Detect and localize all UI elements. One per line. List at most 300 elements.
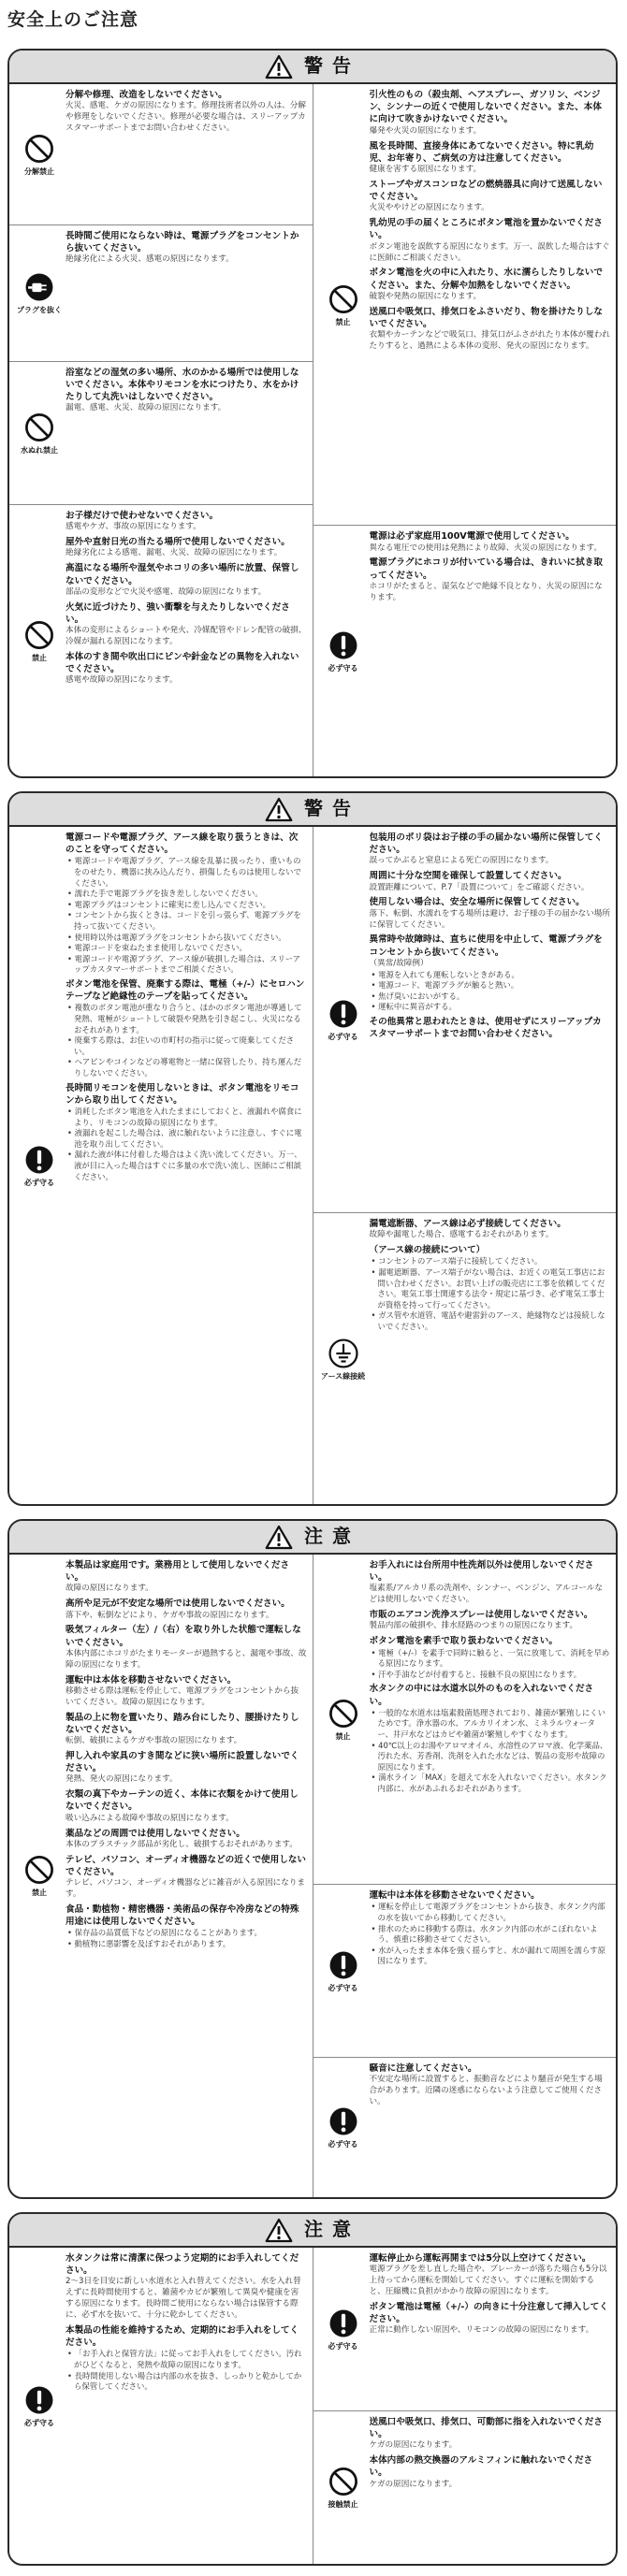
item-detail: 爆発や火災の原因になります。 xyxy=(369,125,482,136)
item-detail: 塩素系/アルカリ系の洗剤や、シンナー、ベンジン、アルコールなどは使用しないでください。 xyxy=(369,1584,603,1605)
mandatory-icon xyxy=(23,1144,55,1176)
warning-triangle-icon xyxy=(265,54,293,80)
panel-header xyxy=(9,2214,616,2248)
item-detail: 転倒、破損によるケガや事故の原因になります。 xyxy=(66,1736,242,1746)
item-bullet xyxy=(66,1107,307,1128)
item-bullet xyxy=(66,1939,307,1950)
item-heading: 使用しない場合は、安全な場所に保管してください。 xyxy=(369,897,585,908)
item-bullet xyxy=(66,856,307,889)
item-bullet-text: 消耗したボタン電池を入れたままにしておくと、液漏れや腐食により、リモコンの故障の原因になります。 xyxy=(74,1107,302,1127)
panel-body xyxy=(9,84,616,776)
item-detail: ケガの原因になります。 xyxy=(369,2479,458,2489)
item-bullet xyxy=(66,1150,307,1182)
section-icon-cell xyxy=(13,367,66,500)
section-icon-cell xyxy=(317,832,370,1208)
icon-label: 必ず守る xyxy=(328,2140,358,2149)
item-detail: 発熱、発火の原因になります。 xyxy=(66,1774,178,1785)
item-heading: 運転停止から運転再開までは5分以上空けてください。 xyxy=(369,2253,591,2264)
bullet-dot-icon: • xyxy=(67,1035,75,1046)
item-bullet-text: 電源コード、電源プラグが触ると熱い。 xyxy=(378,980,519,991)
item-heading: 包装用のポリ袋はお子様の手の届かない場所に保管してください。 xyxy=(369,832,603,856)
item-bullet xyxy=(66,943,307,954)
item-heading: 押し入れや家具のすき間などに狭い場所に設置しないでください。 xyxy=(66,1750,299,1774)
bullet-dot-icon: • xyxy=(67,1107,75,1117)
section-items xyxy=(66,832,307,1500)
bullet-dot-icon: • xyxy=(67,943,75,953)
item-bullet-text: コンセントのアース端子に接続してください。 xyxy=(378,1256,543,1266)
item-heading: 高温になる場所や湿気やホコリの多い場所に放置、保管しないでください。 xyxy=(66,563,299,586)
item-heading: 本製品は家庭用です。業務用として使用しないでください。 xyxy=(66,1560,290,1584)
item-bullet xyxy=(370,1902,611,1923)
section-icon-cell xyxy=(13,89,66,221)
safety-item xyxy=(66,230,307,266)
icon-label: 禁止 xyxy=(32,654,47,663)
item-heading: その他異常と思われたときは、使用せずにスリーアップカスタマーサポートまでお問い合わせください。 xyxy=(369,1017,602,1040)
bullet-dot-icon: • xyxy=(67,1057,75,1067)
item-detail: 部品の変形などで火災や感電、故障の原因になります。 xyxy=(66,586,267,597)
bullet-dot-icon: • xyxy=(371,969,379,979)
safety-item xyxy=(66,1674,307,1709)
item-detail: 絶縁劣化による火災、感電の原因になります。 xyxy=(66,254,234,265)
item-detail: 設置距離について、P.7「設置について」をご確認ください。 xyxy=(369,882,590,892)
panel-header xyxy=(9,51,616,84)
prohibition-icon xyxy=(328,283,359,315)
warning-triangle-icon xyxy=(265,2218,293,2243)
panel-title: 注意 xyxy=(304,1525,360,1548)
item-detail: テレビ、パソコン、オーディオ機器などに雑音が入る原因になります。 xyxy=(66,1878,306,1899)
unplug-icon xyxy=(23,271,55,303)
section-icon-cell xyxy=(13,832,66,1500)
icon-label: プラグを抜く xyxy=(17,306,62,315)
item-heading: 乳幼児の手の届くところにボタン電池を置かないでください。 xyxy=(369,218,603,241)
section-items xyxy=(370,1889,611,2052)
bullet-dot-icon: • xyxy=(371,1647,379,1657)
safety-item xyxy=(370,1244,611,1332)
item-bullet-text: 排水のために移動する際は、水タンク内部の水がこぼれないよう、慎重に移動させてください。 xyxy=(377,1923,598,1945)
section-items xyxy=(370,89,611,521)
item-detail: 落下、転倒、水濡れをする場所は避け、お子様の手の届かない場所に保管してください。 xyxy=(369,908,610,930)
safety-panel xyxy=(7,49,618,778)
item-detail: 火災、感電、ケガの原因になります。修理技術者以外の人は、分解や修理をしないでください。修理が必要な場合は、スリーアップカスタマーサポートまでお問い合わせください。 xyxy=(66,101,306,133)
item-bullet-text: 電源を入れても運転しないときがある。 xyxy=(378,969,519,979)
icon-label: 禁止 xyxy=(335,317,351,326)
safety-item xyxy=(370,306,611,353)
safety-section xyxy=(314,84,617,525)
section-icon-cell xyxy=(317,2252,370,2407)
safety-item xyxy=(370,89,611,137)
item-heading: 長時間ご使用にならない時は、電源プラグをコンセントから抜いてください。 xyxy=(66,230,299,253)
safety-section xyxy=(314,2248,617,2410)
item-bullet xyxy=(370,1670,611,1681)
safety-item xyxy=(370,1016,611,1040)
safety-section xyxy=(9,361,313,504)
safety-item xyxy=(66,536,307,559)
safety-item xyxy=(66,1828,307,1851)
item-bullet-text: 水が入ったまま本体を強く揺らすと、水が漏れて周囲を濡らす原因になります。 xyxy=(377,1945,605,1966)
safety-section xyxy=(314,1884,617,2056)
bullet-dot-icon: • xyxy=(67,932,75,942)
item-heading: 製品の上に物を置いたり、踏み台にしたり、腰掛けたりしないでください。 xyxy=(66,1712,299,1735)
bullet-dot-icon: • xyxy=(67,1150,75,1160)
safety-item xyxy=(370,1559,611,1606)
section-icon-cell xyxy=(317,2416,370,2560)
safety-item xyxy=(370,2252,611,2298)
item-heading: 送風口や吸気口、排気口をふさいだり、物を掛けたりしないでください。 xyxy=(369,306,603,329)
item-detail: 2～3日を目安に新しい水道水と入れ替えてください。水を入れ替えずに長時間使用すると、雑菌やカビが繁殖して異臭や健康を害する原因になります。長時間ご使用にならない場合は保管する際に、必ず水を抜いて、十分に乾かしてください。 xyxy=(66,2277,301,2321)
item-heading: 騒音に注意してください。 xyxy=(369,2062,477,2074)
item-detail: 火災ややけどの原因になります。 xyxy=(369,203,489,213)
item-detail: ボタン電池を誤飲する原因になります。万一、誤飲した場合はすぐに医師にご相談ください。 xyxy=(369,241,610,263)
bullet-dot-icon: • xyxy=(371,1266,379,1277)
mandatory-icon xyxy=(328,998,359,1030)
item-detail: ホコリがたまると、湿気などで絶縁不良となり、火災の原因になります。 xyxy=(369,581,603,602)
bullet-dot-icon: • xyxy=(67,1928,75,1938)
item-detail: 異なる電圧での使用は発熱により故障、火災の原因になります。 xyxy=(369,543,603,553)
safety-section xyxy=(314,1212,617,1504)
safety-item xyxy=(370,896,611,931)
item-heading: 薬品などの周囲では使用しないでください。 xyxy=(66,1828,245,1839)
section-items xyxy=(370,530,611,773)
item-heading: 運転中は本体を移動させないでください。 xyxy=(369,1890,540,1902)
section-items xyxy=(370,832,611,1208)
safety-section xyxy=(9,224,313,361)
item-detail: 吸い込みによる故障や事故の原因になります。 xyxy=(66,1813,234,1823)
section-items xyxy=(66,510,307,773)
prohibition-icon xyxy=(328,1698,359,1729)
item-bullet-text: 動植物に悪影響を及ぼすおそれがあります。 xyxy=(74,1938,231,1948)
panel-title: 注意 xyxy=(304,2218,360,2241)
bullet-dot-icon: • xyxy=(371,1945,379,1955)
bullet-dot-icon: • xyxy=(371,1923,379,1933)
safety-section xyxy=(9,504,313,776)
item-bullet-text: 漏れた液が体に付着した場合はよく洗い流してください。万一、液が目に入った場合はすぐに多量の水で洗い流し、医師にご相談ください。 xyxy=(74,1150,302,1181)
safety-item xyxy=(370,1635,611,1680)
safety-section xyxy=(314,2057,617,2197)
panel-body xyxy=(9,2248,616,2564)
bullet-dot-icon: • xyxy=(371,980,379,991)
item-heading: お子様だけで使わせないでください。 xyxy=(66,511,219,522)
panel-title: 警告 xyxy=(304,54,360,78)
bullet-dot-icon: • xyxy=(371,1256,379,1266)
prohibition-icon xyxy=(23,1854,55,1886)
item-bullet xyxy=(370,1310,611,1332)
section-icon-cell xyxy=(13,2252,66,2560)
item-bullet-text: 運転中に異音がする。 xyxy=(378,1002,457,1012)
item-detail: 本体内部にホコリがたまりモーターが過熱すると、漏電や事故、故障の原因になります。 xyxy=(66,1648,307,1670)
bullet-dot-icon: • xyxy=(67,2370,75,2381)
bullet-dot-icon: • xyxy=(67,1003,75,1013)
panel-column xyxy=(9,1555,313,2197)
section-icon-cell xyxy=(317,1889,370,2052)
safety-item xyxy=(66,1624,307,1671)
item-detail: 絶縁劣化による感電、漏電、火災、故障の原因になります。 xyxy=(66,548,283,558)
section-items xyxy=(66,1559,307,2193)
safety-item xyxy=(66,2252,307,2322)
item-heading: ストーブやガスコンロなどの燃焼器具に向けて送風しないでください。 xyxy=(369,179,603,203)
safety-item xyxy=(370,530,611,554)
section-icon-cell xyxy=(317,2062,370,2193)
bullet-dot-icon: • xyxy=(371,991,379,1001)
item-bullet-text: ガス管や水道管、電話や避雷針のアース、絶縁物などは接続しないでください。 xyxy=(377,1310,605,1331)
prohibition-icon xyxy=(23,133,55,165)
item-bullet-text: 電源プラグはコンセントに確実に差し込んでください。 xyxy=(74,899,270,909)
item-bullet xyxy=(66,900,307,911)
bullet-dot-icon: • xyxy=(371,1310,379,1321)
icon-label: 水ぬれ禁止 xyxy=(21,445,58,455)
safety-item xyxy=(370,179,611,214)
safety-item xyxy=(66,510,307,533)
safety-item xyxy=(66,651,307,687)
item-detail: 感電やケガ、事故の原因になります。 xyxy=(66,522,201,532)
item-bullet-text: 漏電遮断器、アース端子がない場合は、お近くの電気工事店にお問い合わせください。お買い上げの販売店に工事を依頼してください。電気工事士関連する法令・規定に基づき、必ず電気工事士が資格を持って行ってください。 xyxy=(377,1266,605,1310)
section-icon-cell xyxy=(317,530,370,773)
item-bullet-text: 電源コードや電源プラグ、アース線を乱暴に扱ったり、重いものをのせたり、機器に挟み込んだり、損傷したものは使用しないでください。 xyxy=(74,856,301,888)
item-bullet-text: 電源コードを束ねたまま使用しないでください。 xyxy=(74,943,247,953)
safety-item xyxy=(66,1598,307,1621)
prohibition-icon xyxy=(23,412,55,443)
item-heading: テレビ、パソコン、オーディオ機器などの近くで使用しないでください。 xyxy=(66,1854,307,1877)
panel-header xyxy=(9,793,616,827)
item-bullet xyxy=(370,970,611,981)
safety-item xyxy=(66,601,307,648)
panel-column xyxy=(313,84,617,776)
safety-item xyxy=(66,367,307,415)
item-detail: 漏電、感電、火災、故障の原因になります。 xyxy=(66,403,226,413)
item-bullet-text: 使用時以外は電源プラグをコンセントから抜いてください。 xyxy=(74,932,286,942)
panel-column xyxy=(313,827,617,1504)
item-detail: 破裂や発熱の原因になります。 xyxy=(369,291,482,301)
item-bullet-text: 「お手入れと保管方法」に従ってお手入れをしてください。汚れがひどくなると、発熱や故障の原因になります。 xyxy=(74,2349,302,2369)
safety-item xyxy=(66,978,307,1079)
icon-label: 禁止 xyxy=(32,1889,47,1898)
item-heading: 運転中は本体を移動させないでください。 xyxy=(66,1674,237,1686)
item-bullet xyxy=(370,991,611,1003)
item-bullet xyxy=(370,980,611,991)
item-bullet xyxy=(370,1002,611,1013)
icon-label: 必ず守る xyxy=(328,1983,358,1992)
item-detail: 故障の原因になります。 xyxy=(66,1584,153,1594)
item-detail: 落下や、転倒などにより、ケガや事故の原因になります。 xyxy=(66,1610,274,1620)
item-bullet xyxy=(66,1928,307,1939)
item-heading: 電源プラグにホコリが付いている場合は、きれいに拭き取ってください。 xyxy=(369,557,603,581)
safety-item xyxy=(66,832,307,976)
safety-item xyxy=(370,217,611,264)
item-heading: （アース線の接続について） xyxy=(369,1245,486,1256)
item-detail: 衣類やカーテンなどで吸気口、排気口がふさがれたり本体が覆われたりすると、過熱による本体の変形、発火の原因になります。 xyxy=(369,330,610,352)
item-heading: ボタン電池は電極（+/-）の向きに十分注意して挿入してください。 xyxy=(369,2301,608,2325)
safety-item xyxy=(370,933,611,1013)
item-heading: 分解や修理、改造をしないでください。 xyxy=(66,90,227,100)
safety-item xyxy=(370,1218,611,1241)
item-heading: 風を長時間、直接身体にあてないでください。特に乳幼児、お年寄り、ご病気の方は注意してください。 xyxy=(369,140,594,164)
prohibition-icon xyxy=(328,2466,359,2497)
section-items xyxy=(370,2062,611,2193)
bullet-dot-icon: • xyxy=(67,953,75,963)
item-detail: ケガの原因になります。 xyxy=(369,2440,458,2451)
item-heading: ボタン電池を素手で取り扱わないでください。 xyxy=(369,1636,558,1647)
icon-label: 必ず守る xyxy=(328,664,358,673)
safety-item xyxy=(66,1750,307,1786)
bullet-dot-icon: • xyxy=(67,910,75,920)
panel-column xyxy=(313,2248,617,2564)
item-heading: ボタン電池を保管、廃棄する際は、電極（+/-）にセロハンテープなど絶縁性のテープを貼ってください。 xyxy=(66,979,305,1003)
panel-column xyxy=(313,1555,617,2197)
item-bullet xyxy=(66,889,307,900)
item-bullet-text: 焦げ臭いにおいがする。 xyxy=(378,991,465,1001)
safety-item xyxy=(66,1788,307,1824)
section-icon-cell xyxy=(13,510,66,773)
section-icon-cell xyxy=(317,1218,370,1500)
safety-item xyxy=(370,2301,611,2337)
item-bullet-text: 満水ライン「MAX」を超えて水を入れないでください。水タンク内部に、水があふれるおそれがあります。 xyxy=(377,1773,607,1793)
item-bullet xyxy=(370,1256,611,1267)
safety-item xyxy=(370,1889,611,1967)
item-heading: 市販のエアコン洗浄スプレーは使用しないでください。 xyxy=(369,1610,593,1621)
item-bullet xyxy=(66,2349,307,2370)
bullet-dot-icon: • xyxy=(371,1773,379,1783)
section-items xyxy=(370,2416,611,2560)
item-bullet xyxy=(66,910,307,932)
bullet-dot-icon: • xyxy=(67,856,75,866)
item-heading: お手入れには台所用中性洗剤以外は使用しないでください。 xyxy=(369,1560,594,1584)
item-bullet xyxy=(66,1057,307,1078)
bullet-dot-icon: • xyxy=(371,1002,379,1012)
safety-item xyxy=(370,1683,611,1794)
prohibition-icon xyxy=(23,619,55,651)
item-heading: 火気に近づけたり、強い衝撃を与えたりしないでください。 xyxy=(66,601,290,625)
item-heading: 水タンクの中には水道水以外のものを入れないでください。 xyxy=(369,1684,594,1707)
bullet-dot-icon: • xyxy=(371,1740,379,1750)
item-bullet-text: 電極（+/-）を素手で同時に触ると、一気に放電して、消耗を早める原因になります。 xyxy=(377,1647,610,1669)
item-bullet xyxy=(66,933,307,944)
item-heading: 長時間リモコンを使用しないときは、ボタン電池をリモコンから取り出してください。 xyxy=(66,1082,299,1106)
item-bullet xyxy=(66,1128,307,1150)
icon-label: 接触禁止 xyxy=(328,2500,358,2510)
warning-triangle-icon xyxy=(265,797,293,822)
item-bullet-text: 汗や手油などが付着すると、接触不良の原因になります。 xyxy=(378,1669,582,1679)
panel-body xyxy=(9,1555,616,2197)
item-bullet xyxy=(66,1035,307,1057)
safety-section xyxy=(9,1555,313,2197)
safety-item xyxy=(370,1609,611,1632)
item-bullet-text: 長時間使用しない場合は内部の水を抜き、しっかりと乾かしてから保管してください。 xyxy=(74,2370,302,2392)
icon-label: アース線接続 xyxy=(320,1371,366,1381)
page-title: 安全上のご注意 xyxy=(7,9,139,30)
safety-item xyxy=(66,1559,307,1595)
safety-section xyxy=(314,2410,617,2564)
item-bullet-text: 電源コードや電源プラグ、アース線が破損した場合は、スリーアップカスタマーサポートまでご相談ください。 xyxy=(74,953,301,975)
panel-column xyxy=(9,2248,313,2564)
item-bullet-text: コンセントから抜くときは、コードを引っ張らず、電源プラグを持って抜いてください。 xyxy=(74,910,301,932)
section-items xyxy=(370,1559,611,1880)
safety-item xyxy=(66,1854,307,1901)
item-detail: 移動させる際は運転を停止して、電源プラグをコンセントから抜いてください。故障の原因になります。 xyxy=(66,1686,299,1707)
panel-column xyxy=(9,84,313,776)
icon-label: 禁止 xyxy=(335,1732,351,1742)
item-bullet-text: 液漏れを起こした場合は、液に触れないように注意し、すぐに電池を取り出してください。 xyxy=(74,1128,302,1149)
item-bullet-text: 運転を停止して電源プラグをコンセントから抜き、水タンク内部の水を抜いてから移動してください。 xyxy=(377,1902,605,1922)
item-bullet xyxy=(370,1924,611,1946)
mandatory-icon xyxy=(328,2308,359,2339)
safety-section xyxy=(9,2248,313,2564)
item-heading: 引火性のもの（殺虫剤、ヘアスプレー、ガソリン、ベンジン、シンナーの近くで使用しないでください。また、本体に向けて吹きかけないでください。 xyxy=(369,90,602,125)
item-heading: 衣類の真下やカーテンの近く、本体に衣類をかけて使用しないでください。 xyxy=(66,1789,299,1813)
item-bullet-text: 一般的な水道水は塩素殺菌処理されており、雑菌が繁殖しにくいためです。浄水器の水、アルカリイオン水、ミネラルウォーター、井戸水などはカビや雑菌が繁殖しやすくなります。 xyxy=(377,1707,605,1739)
section-items xyxy=(66,230,307,357)
item-bullet-text: 濡れた手で電源プラグを抜き差ししないでください。 xyxy=(74,889,263,899)
item-heading: 食品・動植物・精密機器・美術品の保存や冷房などの特殊用途には使用しないでください。 xyxy=(66,1903,299,1928)
bullet-dot-icon: • xyxy=(67,1128,75,1138)
panel-column xyxy=(9,827,313,1504)
item-detail: 健康を害する原因になります。 xyxy=(369,165,482,175)
item-bullet xyxy=(66,954,307,976)
item-bullet xyxy=(370,1648,611,1670)
section-items xyxy=(370,2252,611,2407)
bullet-dot-icon: • xyxy=(67,2349,75,2359)
safety-item xyxy=(370,2416,611,2452)
bullet-dot-icon: • xyxy=(67,1938,75,1948)
section-items xyxy=(66,367,307,500)
item-bullet-text: ヘアピンやコインなどの導電物と一緒に保管したり、持ち運んだりしないでください。 xyxy=(74,1057,301,1078)
item-heading: ボタン電池を火の中に入れたり、水に濡らしたりしないでください。また、分解や加熱をしないでください。 xyxy=(369,268,603,291)
item-detail: 電源プラグを差し直した場合や、ブレーカーが落ちた場合も5分以上待ってから運転を開始してください。すぐに運転を開始すると、圧縮機に負担がかかり故障の原因になります。 xyxy=(369,2265,607,2296)
earth-ground-icon xyxy=(328,1338,359,1369)
bullet-dot-icon: • xyxy=(371,1669,379,1679)
mandatory-icon xyxy=(328,1949,359,1981)
item-bullet-text: 保存品の品質低下などの原因になることがあります。 xyxy=(74,1928,262,1938)
section-items xyxy=(66,2252,307,2560)
bullet-dot-icon: • xyxy=(371,1902,379,1912)
item-detail: 本体の変形によるショートや発火、冷媒配管やドレン配管の破損、冷媒が漏れる原因になります。 xyxy=(66,626,307,646)
item-bullet-text: 40℃以上のお湯やアロマオイル、水溶性のアロマ液、化学薬品、汚れた水、芳香剤、洗剤を入れた水などは、製品の変形や故障の原因になります。 xyxy=(377,1740,608,1772)
warning-triangle-icon xyxy=(265,1525,293,1550)
item-detail: 正常に動作しない原因や、リモコンの故障の原因になります。 xyxy=(369,2325,594,2336)
icon-label: 必ず守る xyxy=(328,2341,358,2351)
panel-header xyxy=(9,1521,616,1555)
icon-label: 必ず守る xyxy=(24,1178,54,1187)
safety-item xyxy=(66,562,307,598)
safety-panel xyxy=(7,791,618,1506)
item-heading: 本体のすき間や吹出口にピンや針金などの異物を入れないでください。 xyxy=(66,651,299,675)
section-icon-cell xyxy=(317,89,370,521)
item-heading: 送風口や吸気口、排気口、可動部に指を入れないでください。 xyxy=(369,2416,603,2439)
panel-body xyxy=(9,827,616,1504)
item-heading: 屋外や直射日光の当たる場所で使用しないでください。 xyxy=(66,537,290,548)
safety-item xyxy=(370,870,611,893)
mandatory-icon xyxy=(328,630,359,661)
safety-item xyxy=(370,557,611,603)
item-bullet-text: 複数のボタン電池が重なり合うと、ほかのボタン電池が導通して発熱、電極がショートして破裂や発熱を引き起こし、火災になるおそれがあります。 xyxy=(74,1003,302,1035)
safety-section xyxy=(314,1555,617,1884)
safety-panel xyxy=(7,2212,618,2566)
section-items xyxy=(370,1218,611,1500)
section-icon-cell xyxy=(13,1559,66,2193)
panel-title: 警告 xyxy=(304,797,360,820)
safety-item xyxy=(66,89,307,135)
safety-item xyxy=(66,1082,307,1183)
item-bullet xyxy=(66,2371,307,2393)
safety-item xyxy=(370,140,611,176)
safety-section xyxy=(314,827,617,1212)
item-heading: 吸気フィルター（左）/（右）を取り外した状態で運転しないでください。 xyxy=(66,1625,301,1648)
section-items xyxy=(66,89,307,221)
item-bullet xyxy=(370,1708,611,1741)
item-heading: 浴室などの湿気の多い場所、水のかかる場所では使用しないでください。本体やリモコンを水につけたり、水をかけたりして丸洗いはしないでください。 xyxy=(66,367,299,403)
item-heading: 電源は必ず家庭用100V電源で使用してください。 xyxy=(369,531,575,543)
mandatory-icon xyxy=(23,2384,55,2416)
item-detail: （異常/故障例） xyxy=(369,958,429,968)
safety-section xyxy=(314,525,617,776)
